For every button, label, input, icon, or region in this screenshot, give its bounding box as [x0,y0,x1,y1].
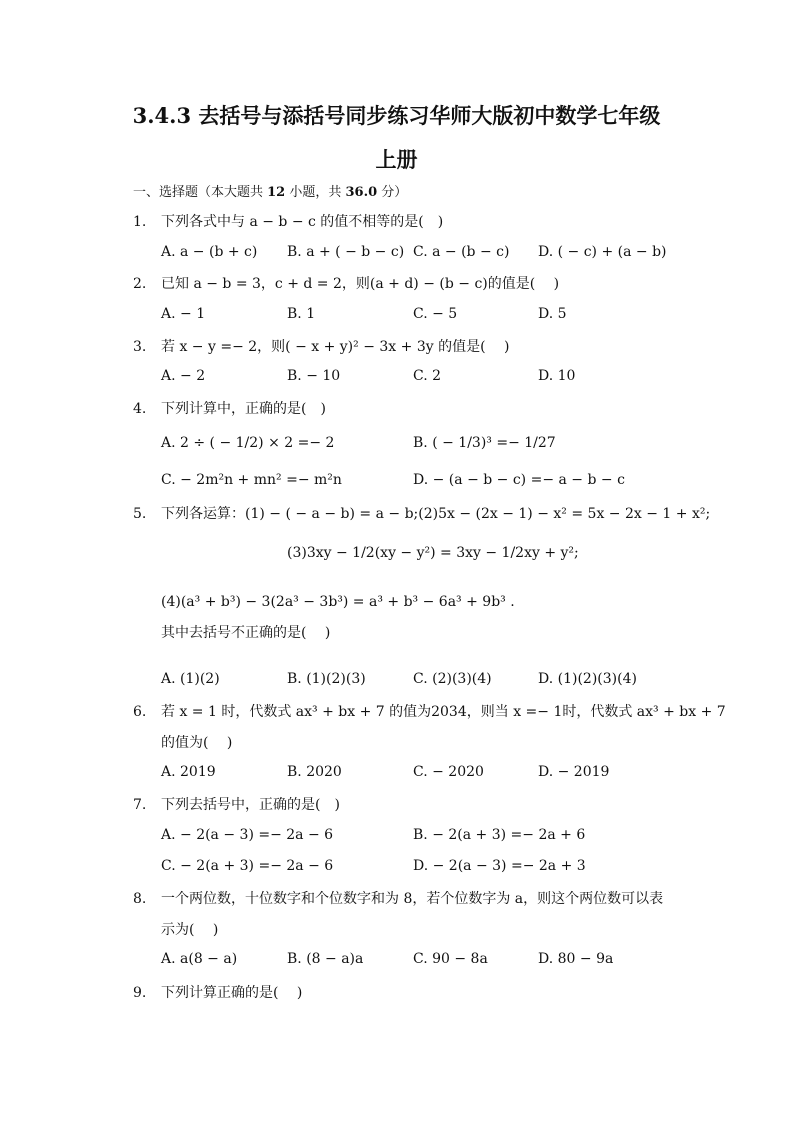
option-c: C. − 5 [413,306,458,322]
option-d: D. (1)(2)(3)(4) [538,671,637,687]
question-text: 一个两位数，十位数字和个位数字和为 8，若个位数字为 a，则这个两位数可以表 [161,891,664,907]
option-d: D. − 2(a − 3) =− 2a + 3 [413,858,586,874]
option-d: D. 5 [538,306,567,322]
question-5-expression-3: (3)3xy − 1/2(xy − y²) = 3xy − 1/2xy + y²; [287,545,579,561]
question-number: 4. [133,401,147,417]
option-c: C. − 2020 [413,764,484,780]
question-number: 2. [133,276,147,292]
option-a: A. − 2(a − 3) =− 2a − 6 [161,827,334,843]
option-a: A. (1)(2) [161,671,220,687]
option-b: B. − 10 [287,368,341,384]
question-number: 3. [133,339,147,355]
option-a: A. a(8 − a) [161,951,238,967]
question-number: 8. [133,891,147,907]
question-6-continued: 的值为( ) [161,735,233,751]
option-c: C. 90 − 8a [413,951,488,967]
option-a: A. 2 ÷ ( − 1/2) × 2 =− 2 [161,435,335,451]
question-text: 下列各式中与 a − b − c 的值不相等的是( ) [161,214,444,230]
question-text: 下列各运算：(1) − ( − a − b) = a − b;(2)5x − (2x − 1) − x² = 5x − 2x − 1 + x²; [161,506,711,522]
option-d: D. 80 − 9a [538,951,614,967]
question-number: 5. [133,506,147,522]
question-text: 下列计算中，正确的是( ) [161,401,326,417]
question-text: 若 x = 1 时，代数式 ax³ + bx + 7 的值为2034，则当 x =− 1时，代数式 ax³ + bx + 7 [161,704,726,720]
option-b: B. (1)(2)(3) [287,671,366,687]
option-c: C. a − (b − c) [413,244,510,260]
question-text: 下列去括号中，正确的是( ) [161,797,340,813]
option-b: B. (8 − a)a [287,951,364,967]
option-c: C. (2)(3)(4) [413,671,492,687]
question-5-prompt: 其中去括号不正确的是( ) [161,625,331,641]
option-d: D. − 2019 [538,764,610,780]
question-number: 7. [133,797,147,813]
option-b: B. − 2(a + 3) =− 2a + 6 [413,827,586,843]
question-text: 下列计算正确的是( ) [161,985,303,1001]
option-c: C. − 2(a + 3) =− 2a − 6 [161,858,334,874]
option-a: A. a − (b + c) [161,244,258,260]
question-text: 已知 a − b = 3，c + d = 2，则(a + d) − (b − c)的值是( ) [161,276,560,292]
option-c: C. − 2m²n + mn² =− m²n [161,472,342,488]
question-count: 12 [267,185,286,200]
option-d: D. ( − c) + (a − b) [538,244,667,260]
option-d: D. 10 [538,368,576,384]
question-text: 若 x − y =− 2，则( − x + y)² − 3x + 3y 的值是( ) [161,339,510,355]
question-5-expression-4: (4)(a³ + b³) − 3(2a³ − 3b³) = a³ + b³ − 6a³ + 9b³ . [161,594,515,610]
document-title: 3.4.3 去括号与添括号同步练习华师大版初中数学七年级 [132,103,661,128]
option-a: A. 2019 [161,764,216,780]
total-score: 36.0 [345,185,378,200]
option-b: B. 2020 [287,764,342,780]
question-8-continued: 示为( ) [161,922,219,938]
question-number: 6. [133,704,147,720]
option-b: B. ( − 1/3)³ =− 1/27 [413,435,556,451]
option-b: B. 1 [287,306,316,322]
option-c: C. 2 [413,368,442,384]
option-d: D. − (a − b − c) =− a − b − c [413,472,625,488]
option-b: B. a + ( − b − c) [287,244,405,260]
option-a: A. − 1 [161,306,206,322]
question-number: 1. [133,214,147,230]
section-heading: 一、选择题（本大题共 12 小题，共 36.0 分） [133,185,408,200]
option-a: A. − 2 [161,368,206,384]
question-number: 9. [133,985,147,1001]
document-title-line2: 上册 [375,147,418,172]
